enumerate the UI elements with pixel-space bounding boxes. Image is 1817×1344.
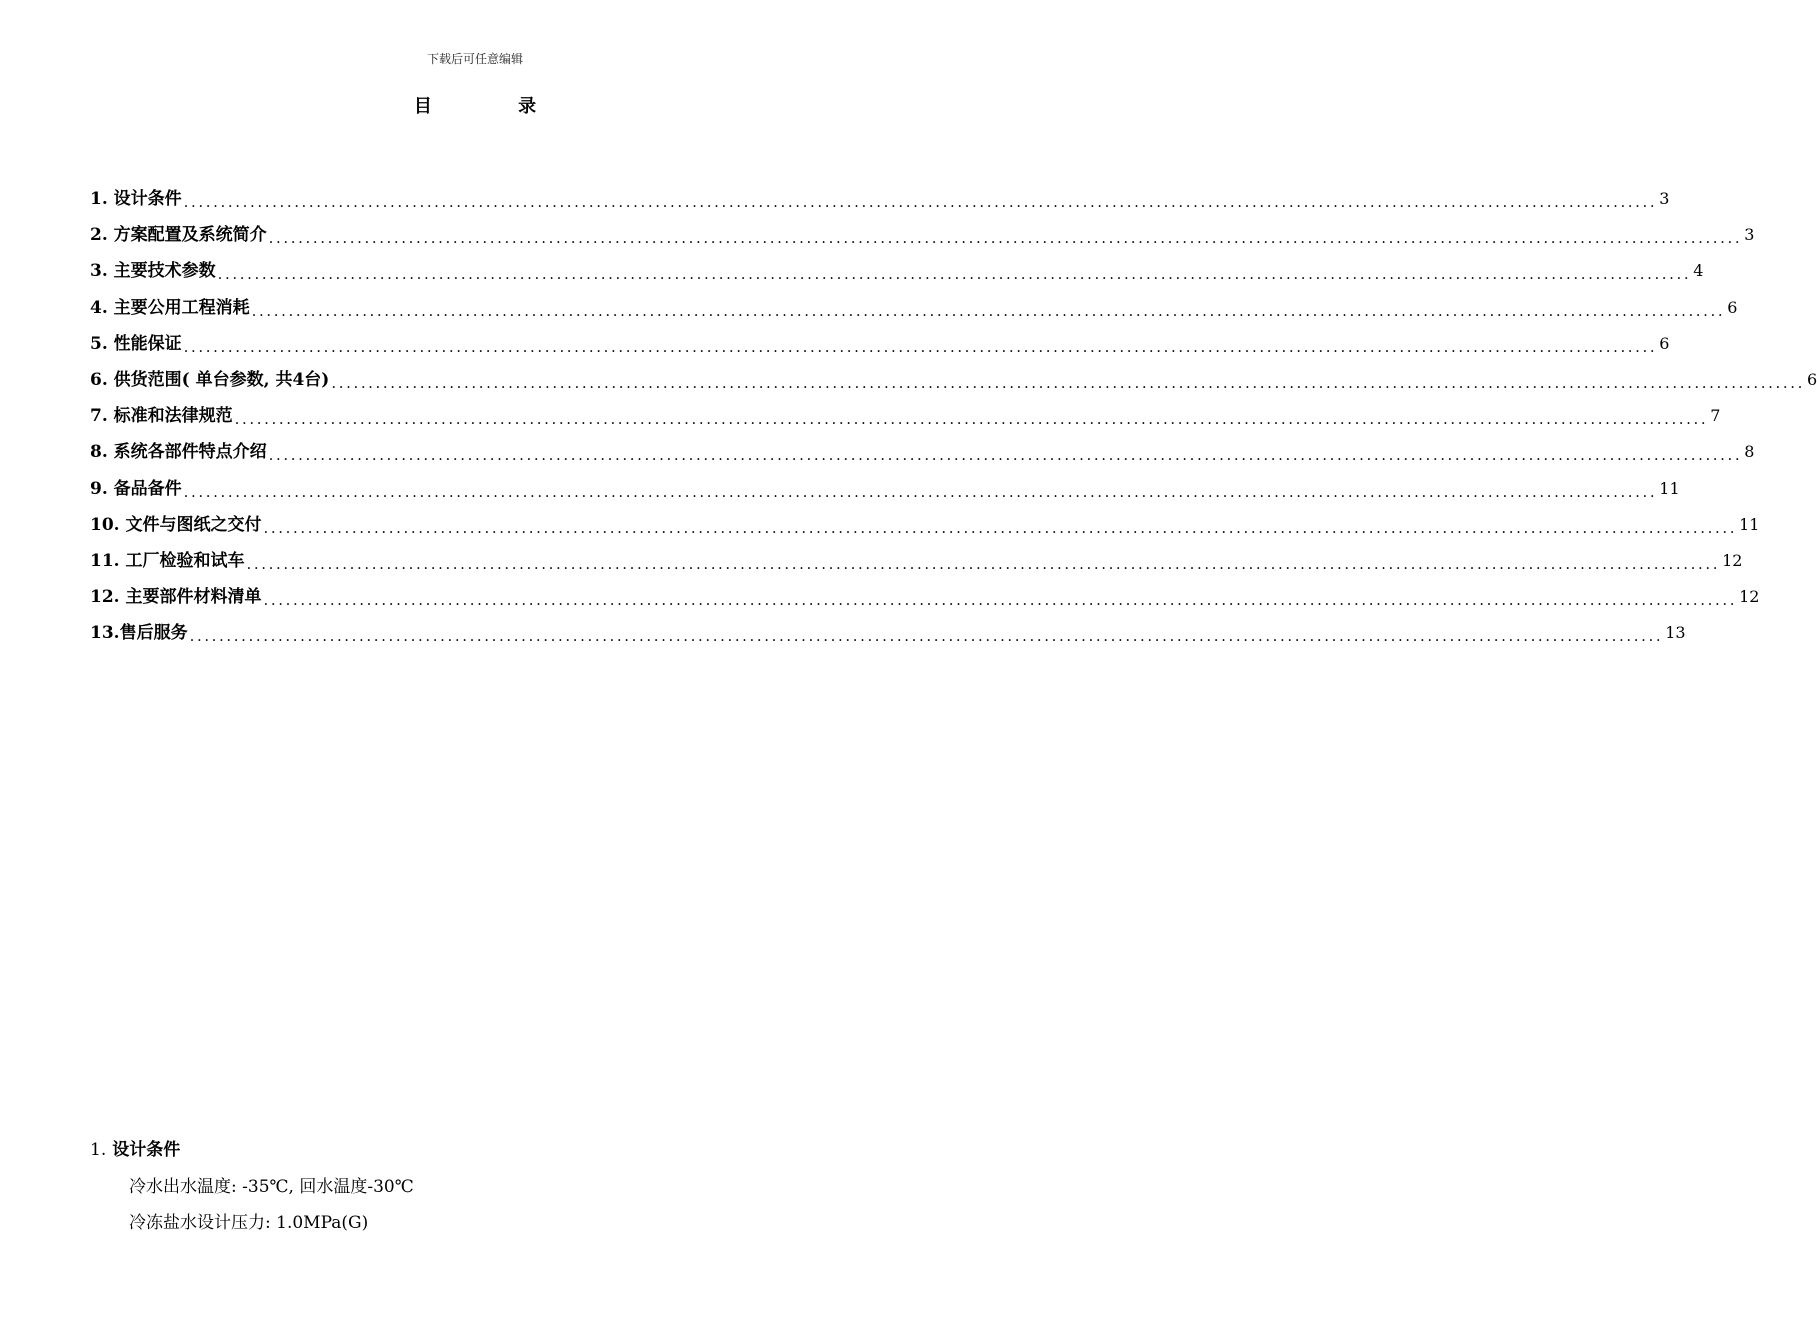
toc-dot-leader: ........................................................................................................................................................................................................ [234,410,1709,429]
toc-entry-11[interactable] [90,543,1743,579]
toc-entry-13[interactable] [90,615,1686,651]
toc-entry-label: 7. 标准和法律规范 [90,406,233,427]
section-heading [90,1135,180,1160]
toc-entry-9[interactable] [90,471,1680,507]
toc-dot-leader: ........................................................................................................................................................................................................ [268,229,1743,248]
toc-entry-label: 11. 工厂检验和试车 [90,550,245,571]
toc-entry-3[interactable] [90,253,1704,289]
toc-entry-5[interactable] [90,326,1670,362]
toc-entry-page: 6 [1806,370,1817,390]
paragraph-design-pressure: 冷冻盐水设计压力: 1.0MPa(G) [129,1213,369,1233]
table-of-contents [90,181,1817,651]
toc-entry-1[interactable] [90,181,1670,217]
toc-entry-page: 3 [1744,225,1755,245]
toc-entry-4[interactable] [90,290,1738,326]
toc-entry-label: 10. 文件与图纸之交付 [90,514,262,535]
toc-entry-label: 13.售后服务 [90,623,188,644]
toc-entry-label: 5. 性能保证 [90,333,182,354]
toc-entry-label: 1. 设计条件 [90,189,182,210]
toc-entry-page: 4 [1693,261,1704,281]
toc-dot-leader: ........................................................................................................................................................................................................ [183,193,1658,212]
toc-dot-leader: ........................................................................................................................................................................................................ [268,446,1743,465]
toc-entry-page: 6 [1659,333,1670,353]
toc-entry-label: 4. 主要公用工程消耗 [90,297,250,318]
toc-entry-label: 2. 方案配置及系统简介 [90,225,267,246]
toc-dot-leader: ........................................................................................................................................................................................................ [263,591,1738,610]
toc-dot-leader: ........................................................................................................................................................................................................ [251,301,1726,320]
toc-entry-7[interactable] [90,398,1721,434]
toc-dot-leader: ........................................................................................................................................................................................................ [189,627,1664,646]
toc-entry-6[interactable] [90,362,1817,398]
toc-entry-page: 8 [1744,442,1755,462]
toc-entry-page: 13 [1665,623,1686,643]
toc-dot-leader: ........................................................................................................................................................................................................ [183,482,1658,501]
toc-entry-12[interactable] [90,579,1760,615]
toc-entry-label: 8. 系统各部件特点介绍 [90,442,267,463]
toc-entry-label: 3. 主要技术参数 [90,261,216,282]
toc-entry-label: 12. 主要部件材料清单 [90,587,262,608]
toc-entry-label: 6. 供货范围( 单台参数, 共4台) [90,370,330,391]
section-number: 1. [90,1140,107,1160]
toc-entry-label: 9. 备品备件 [90,478,182,499]
toc-dot-leader: ........................................................................................................................................................................................................ [217,265,1692,284]
toc-entry-page: 3 [1659,189,1670,209]
toc-entry-2[interactable] [90,217,1755,253]
toc-entry-page: 11 [1739,514,1760,534]
toc-dot-leader: ........................................................................................................................................................................................................ [183,337,1658,356]
toc-dot-leader: ........................................................................................................................................................................................................ [246,554,1721,573]
toc-dot-leader: ........................................................................................................................................................................................................ [331,374,1805,393]
toc-title: 目 录 [413,96,577,117]
toc-entry-page: 12 [1739,587,1760,607]
toc-entry-10[interactable] [90,507,1760,543]
section-title: 设计条件 [112,1140,181,1160]
header-note: 下载后可任意编辑 [426,52,523,66]
toc-entry-page: 12 [1722,550,1743,570]
toc-entry-page: 6 [1727,297,1738,317]
toc-entry-8[interactable] [90,434,1755,470]
toc-dot-leader: ........................................................................................................................................................................................................ [263,518,1738,537]
paragraph-chilled-water-temperature: 冷水出水温度: -35℃, 回水温度-30℃ [129,1177,414,1197]
toc-entry-page: 7 [1710,406,1721,426]
toc-entry-page: 11 [1659,478,1680,498]
